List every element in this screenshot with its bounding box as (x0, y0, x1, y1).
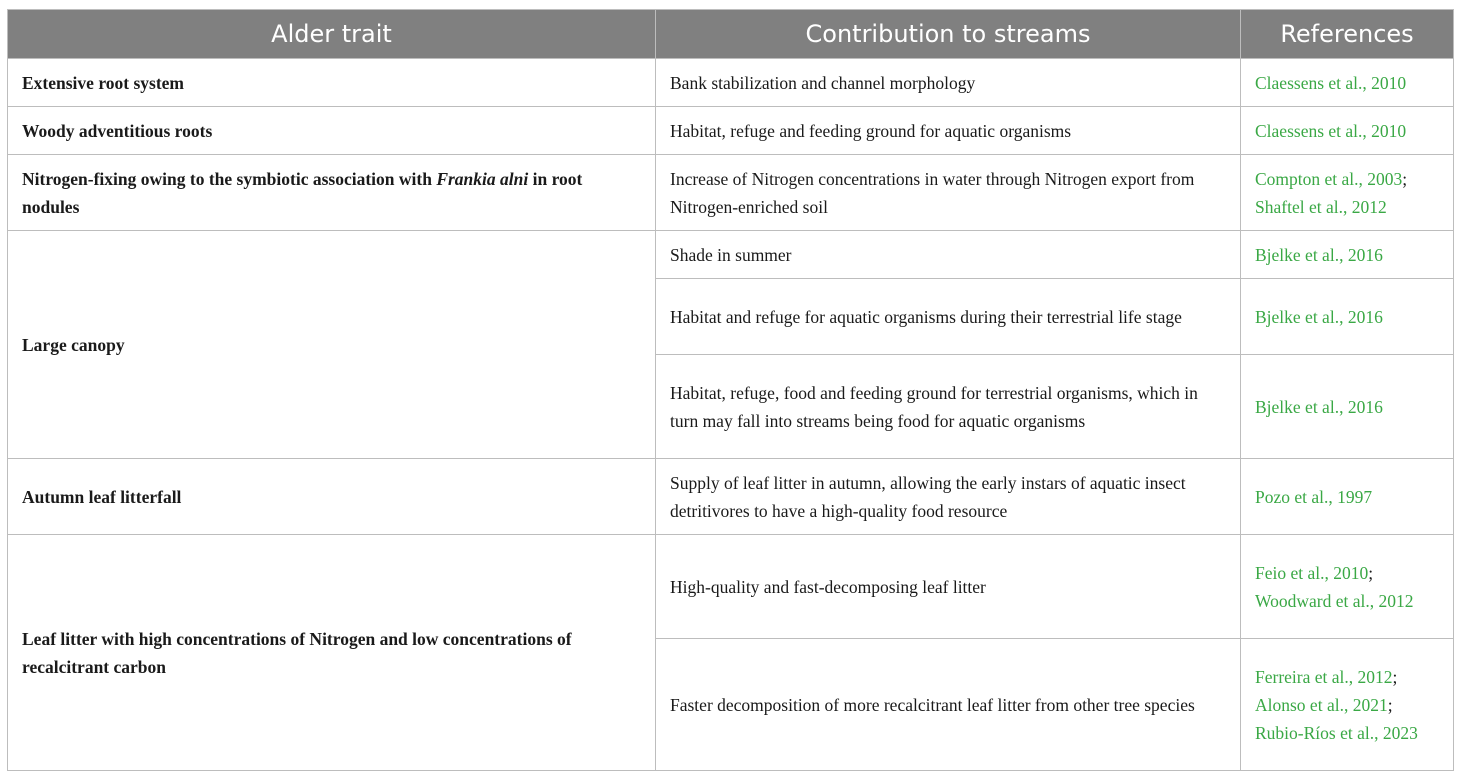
references-cell (1241, 355, 1454, 459)
references-cell (1241, 535, 1454, 639)
column-header-trait: Alder trait (8, 10, 656, 59)
column-header-contribution: Contribution to streams (656, 10, 1241, 59)
reference-link[interactable]: Bjelke et al., 2016 (1255, 306, 1383, 327)
reference-separator: ; (1402, 168, 1408, 189)
trait-cell: Autumn leaf litterfall (8, 459, 656, 535)
table-row (8, 231, 1454, 279)
contribution-cell: Shade in summer (656, 231, 1241, 279)
reference-link[interactable]: Claessens et al., 2010 (1255, 72, 1407, 93)
reference-link[interactable]: Compton et al., 2003 (1255, 168, 1403, 189)
trait-cell: Large canopy (8, 231, 656, 459)
reference-link[interactable]: Feio et al., 2010 (1255, 562, 1369, 583)
contribution-cell: High-quality and fast-decomposing leaf litter (656, 535, 1241, 639)
references-cell (1241, 639, 1454, 771)
reference-link[interactable]: Woodward et al., 2012 (1255, 590, 1414, 611)
table-row (8, 535, 1454, 639)
contribution-cell: Bank stabilization and channel morphology (656, 59, 1241, 107)
reference-separator: ; (1387, 694, 1393, 715)
reference-link[interactable]: Claessens et al., 2010 (1255, 120, 1407, 141)
table-row (8, 459, 1454, 535)
alder-traits-table (7, 9, 1454, 771)
references-cell (1241, 155, 1454, 231)
reference-link[interactable]: Pozo et al., 1997 (1255, 486, 1373, 507)
species-name: Frankia alni (436, 168, 529, 189)
trait-cell: Woody adventitious roots (8, 107, 656, 155)
trait-cell (8, 155, 656, 231)
reference-link[interactable]: Bjelke et al., 2016 (1255, 244, 1383, 265)
contribution-cell: Increase of Nitrogen concentrations in water through Nitrogen export from Nitrogen-enriched soil (656, 155, 1241, 231)
table-header-row (8, 10, 1454, 59)
reference-link[interactable]: Bjelke et al., 2016 (1255, 396, 1383, 417)
references-cell (1241, 59, 1454, 107)
reference-link[interactable]: Alonso et al., 2021 (1255, 694, 1388, 715)
contribution-cell: Habitat, refuge and feeding ground for aquatic organisms (656, 107, 1241, 155)
table-row (8, 155, 1454, 231)
contribution-cell: Supply of leaf litter in autumn, allowing the early instars of aquatic insect detritivores to have a high-quality food resource (656, 459, 1241, 535)
contribution-cell: Habitat and refuge for aquatic organisms during their terrestrial life stage (656, 279, 1241, 355)
references-cell (1241, 459, 1454, 535)
table-row (8, 107, 1454, 155)
trait-text: in root nodules (22, 168, 583, 217)
column-header-references: References (1241, 10, 1454, 59)
trait-cell: Leaf litter with high concentrations of Nitrogen and low concentrations of recalcitrant carbon (8, 535, 656, 771)
contribution-cell: Habitat, refuge, food and feeding ground for terrestrial organisms, which in turn may fall into streams being food for aquatic organisms (656, 355, 1241, 459)
references-cell (1241, 107, 1454, 155)
reference-link[interactable]: Shaftel et al., 2012 (1255, 196, 1387, 217)
table-row (8, 59, 1454, 107)
trait-text: Nitrogen-fixing owing to the symbiotic association with (22, 168, 437, 189)
references-cell (1241, 231, 1454, 279)
reference-link[interactable]: Ferreira et al., 2012 (1255, 666, 1393, 687)
contribution-cell: Faster decomposition of more recalcitrant leaf litter from other tree species (656, 639, 1241, 771)
references-cell (1241, 279, 1454, 355)
trait-cell: Extensive root system (8, 59, 656, 107)
reference-separator: ; (1392, 666, 1398, 687)
reference-separator: ; (1368, 562, 1374, 583)
reference-link[interactable]: Rubio-Ríos et al., 2023 (1255, 722, 1418, 743)
